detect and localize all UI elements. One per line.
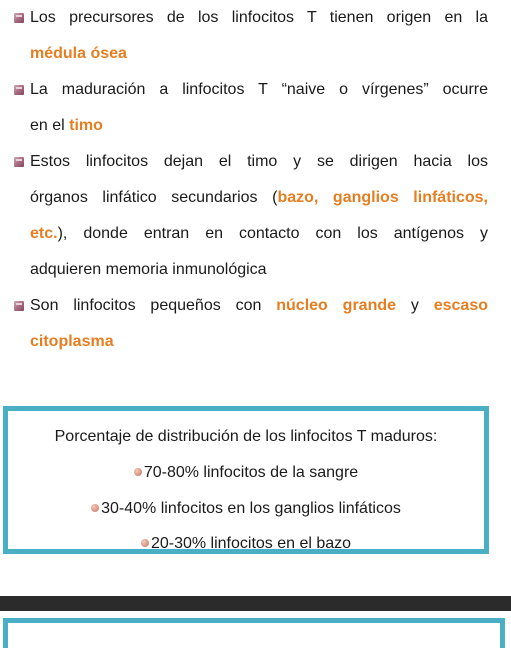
bullet-line <box>10 288 488 324</box>
bullet-line <box>10 72 488 108</box>
bullet-text: ), donde entran en contacto con los antígenos y <box>57 225 488 242</box>
bullet-text: Son linfocitos pequeños con <box>30 297 277 314</box>
next-slide-box <box>3 618 505 648</box>
bullet-line <box>10 216 488 252</box>
bullet-line <box>10 180 488 216</box>
bullet-line <box>10 0 488 36</box>
highlight-text: médula ósea <box>30 45 127 62</box>
bullet-line <box>10 36 488 72</box>
distribution-item <box>8 532 484 556</box>
bullet-text: Los precursores de los linfocitos T tienen origen en la <box>30 9 488 26</box>
bullet-text: La maduración a linfocitos T “naive o vírgenes” ocurre <box>30 81 488 98</box>
dot-bullet-icon <box>134 468 142 476</box>
highlight-text: núcleo grande <box>276 297 397 314</box>
distribution-item-text: 70-80% linfocitos de la sangre <box>143 464 359 481</box>
bullet-line <box>10 252 488 288</box>
bullet-line <box>10 108 488 144</box>
square-bullet-icon <box>14 301 24 311</box>
highlight-text: citoplasma <box>30 333 114 350</box>
dot-bullet-icon <box>141 539 149 547</box>
bullet-item-4 <box>10 288 488 360</box>
bullet-item-2 <box>10 72 488 144</box>
square-bullet-icon <box>14 157 24 167</box>
distribution-box <box>3 406 489 554</box>
bullet-text: y <box>396 297 434 314</box>
bullet-text: adquieren memoria inmunológica <box>30 261 267 278</box>
highlight-text: escaso <box>433 297 488 314</box>
bullet-text: en el <box>30 117 70 134</box>
bullet-item-1 <box>10 0 488 72</box>
highlight-text: bazo, ganglios linfáticos, <box>277 189 488 206</box>
bullet-item-3 <box>10 144 488 288</box>
distribution-item <box>8 497 484 521</box>
bullet-text: órganos linfático secundarios ( <box>30 189 278 206</box>
dot-bullet-icon <box>91 504 99 512</box>
bullet-line <box>10 144 488 180</box>
square-bullet-icon <box>14 85 24 95</box>
distribution-item-text: 20-30% linfocitos en el bazo <box>150 535 352 552</box>
highlight-text: etc. <box>30 225 58 242</box>
square-bullet-icon <box>14 13 24 23</box>
bullet-text: Estos linfocitos dejan el timo y se dirigen hacia los <box>30 153 488 170</box>
distribution-item-text: 30-40% linfocitos en los ganglios linfáticos <box>101 500 401 517</box>
distribution-title: Porcentaje de distribución de los linfocitos T maduros: <box>54 428 438 445</box>
slide-separator-bar <box>0 596 511 611</box>
bullet-line <box>10 324 488 360</box>
distribution-item <box>8 461 484 485</box>
highlight-text: timo <box>69 117 103 134</box>
